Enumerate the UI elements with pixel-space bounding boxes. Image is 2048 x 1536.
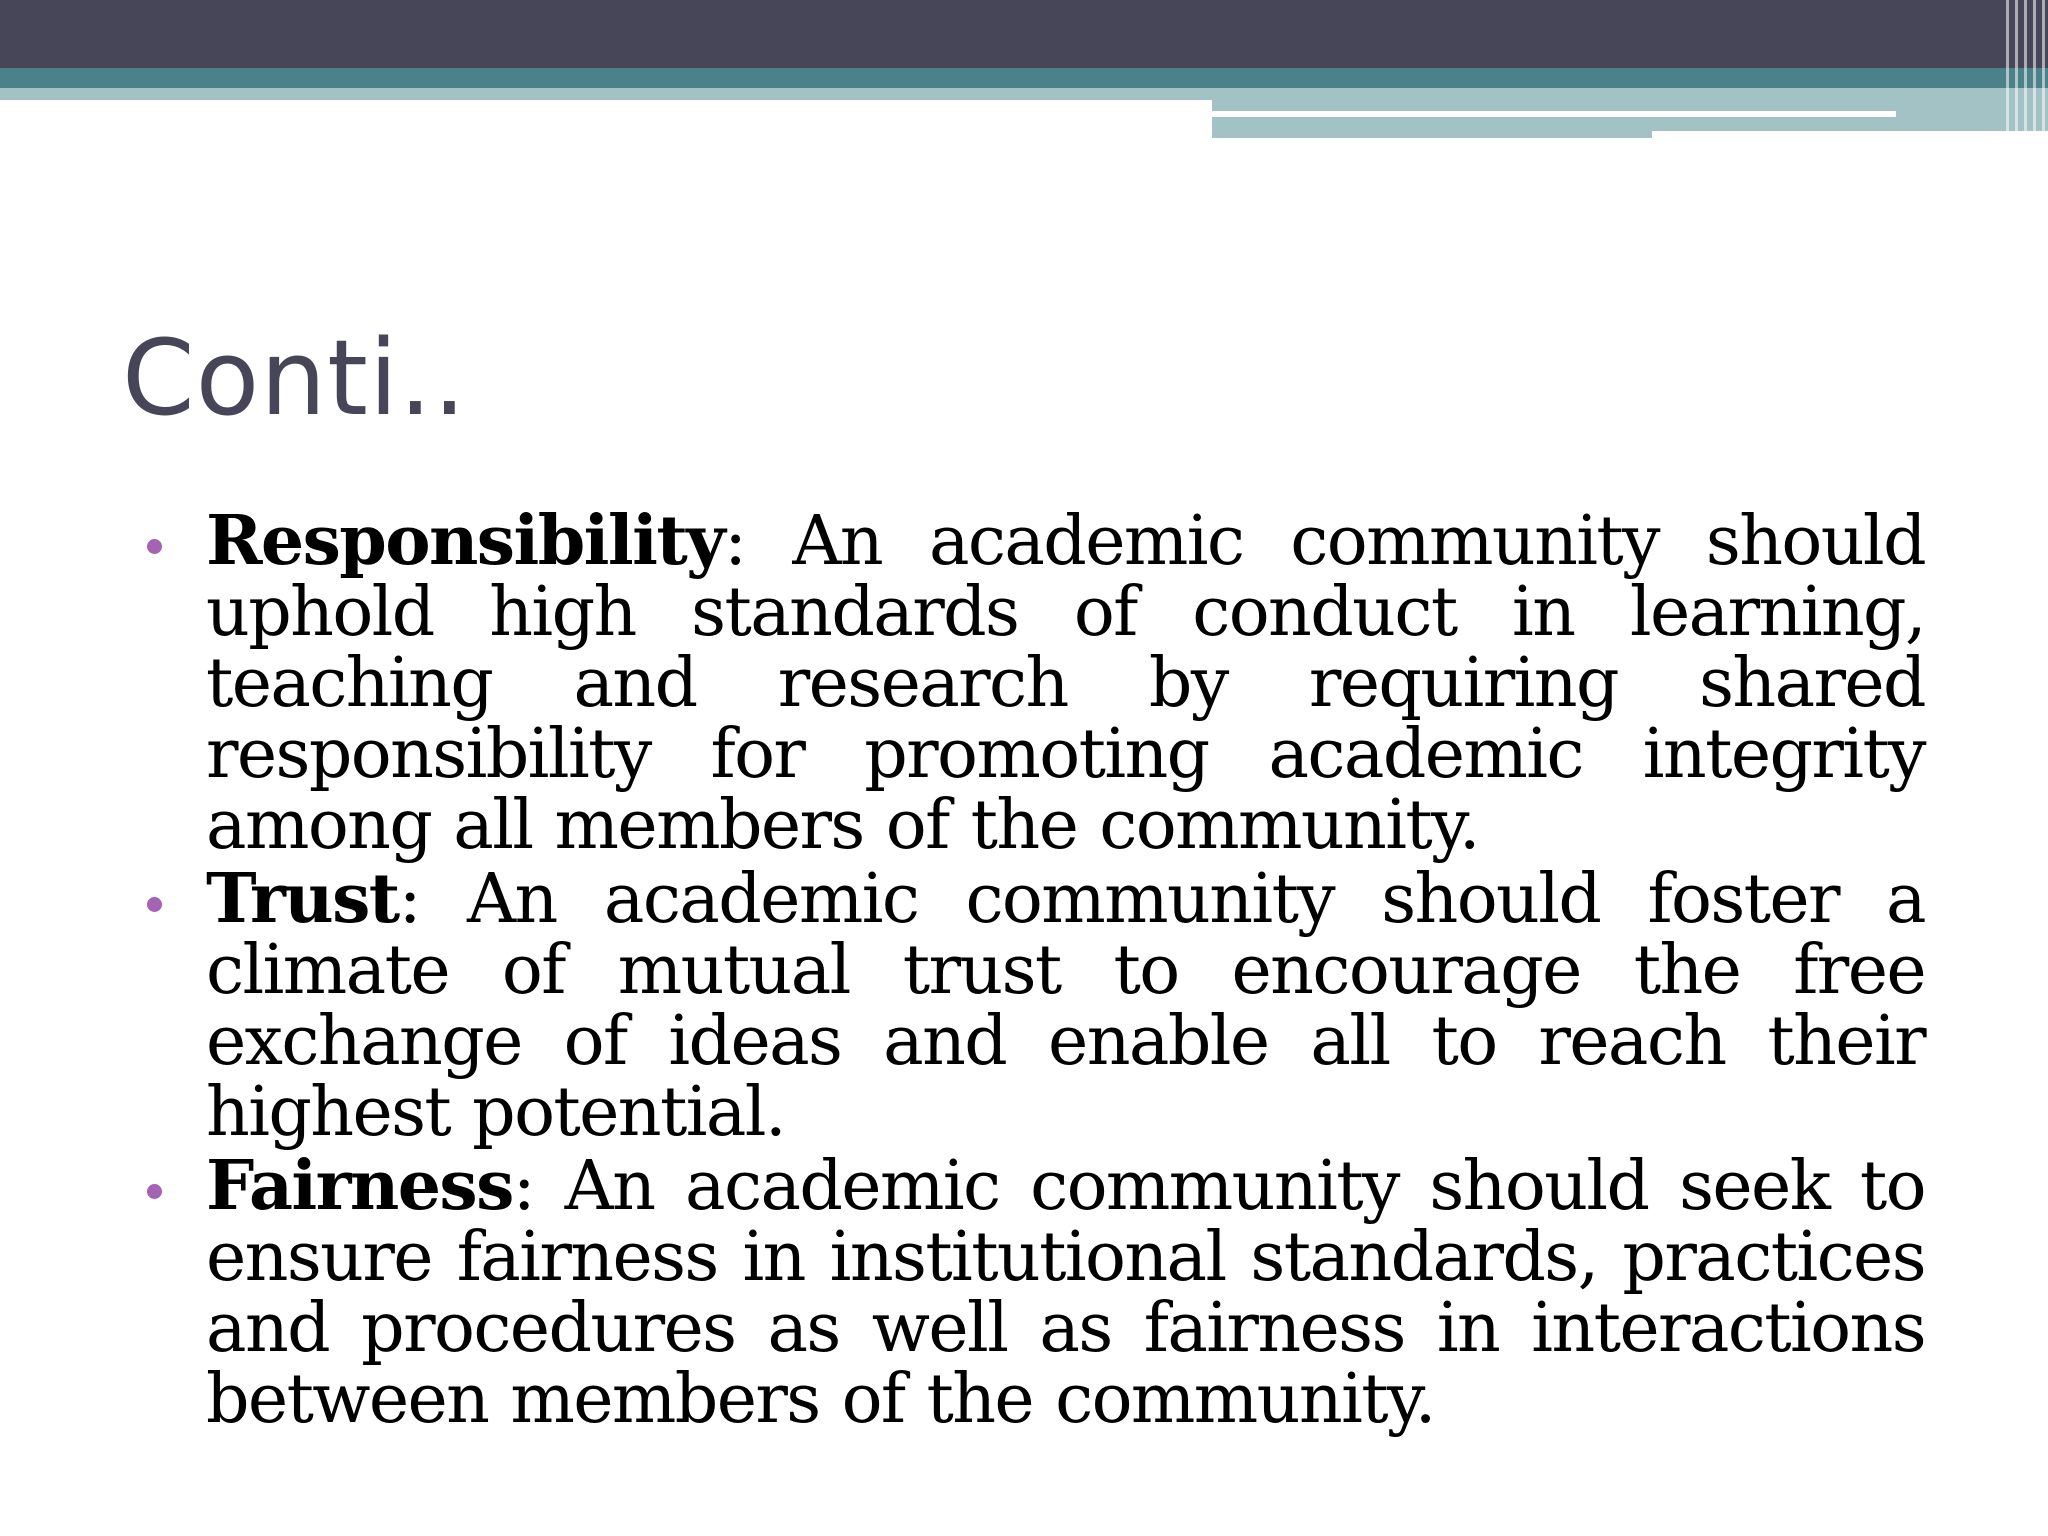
list-item-trust [145,859,1925,1152]
bullet-term: Responsibility [206,501,725,581]
list-item-fairness [145,1146,1925,1439]
header-white-stripe [1212,111,1896,117]
slide-title: Conti.. [122,317,467,439]
bullet-dot-icon [147,1184,162,1199]
bullet-term: Fairness [206,1146,513,1226]
header-light-band-left [0,88,1212,100]
bullet-term: Trust [206,859,399,939]
bullet-text [206,1146,1925,1439]
bullet-description: : An academic community should uphold high standards of conduct in learning, teaching and research by requiring shared responsibility for promoting academic integrity among all members of the community. [206,502,1925,865]
bullet-list [145,501,1925,1439]
header-teal-band [0,68,2048,88]
header-white-stripe-lower [1652,131,2048,138]
header-edge-lines [2000,0,2048,138]
bullet-description: : An academic community should seek to ensure fairness in institutional standards, practices and procedures as well as fairness in interactions between members of the community. [206,1147,1925,1439]
bullet-dot-icon [147,897,162,912]
list-item-responsibility [145,501,1925,865]
bullet-text [206,501,1925,865]
bullet-description: : An academic community should foster a climate of mutual trust to encourage the free exchange of ideas and enable all to reach their highest potential. [206,860,1925,1152]
header-dark-band [0,0,2048,68]
bullet-text [206,859,1925,1152]
bullet-dot-icon [147,539,162,554]
